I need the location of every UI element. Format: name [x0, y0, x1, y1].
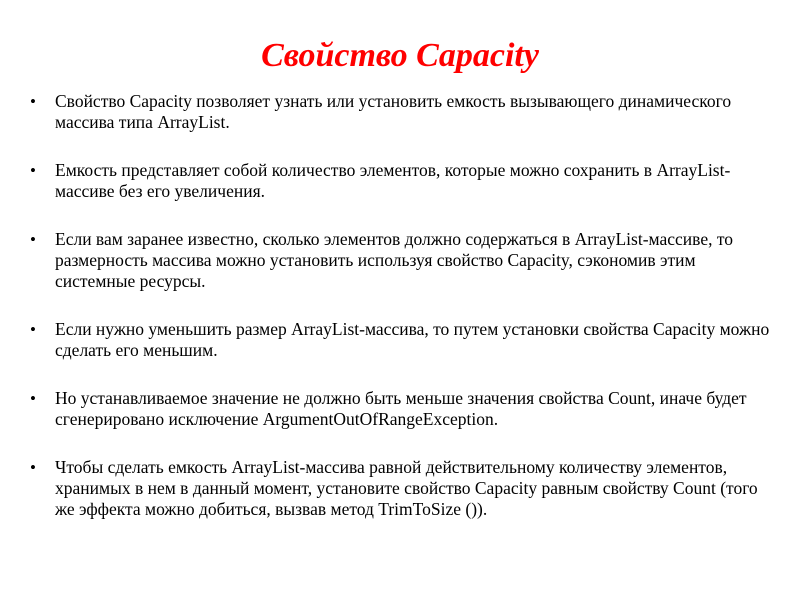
bullet-text: Емкость представляет собой количество элементов, которые можно сохранить в ArrayList-массиве без его увеличения.	[55, 160, 731, 201]
bullet-item	[30, 457, 780, 520]
bullet-text: Но устанавливаемое значение не должно быть меньше значения свойства Count, иначе будет сгенерировано исключение ArgumentOutOfRangeException.	[55, 388, 747, 429]
bullet-item	[30, 160, 780, 202]
bullet-item	[30, 388, 780, 430]
bullet-item	[30, 229, 780, 292]
bullet-text: Если нужно уменьшить размер ArrayList-массива, то путем установки свойства Capacity можно сделать его меньшим.	[55, 319, 770, 360]
bullet-icon: •	[30, 389, 36, 408]
bullet-icon: •	[30, 92, 36, 111]
bullet-list	[30, 91, 780, 520]
bullet-text: Если вам заранее известно, сколько элементов должно содержаться в ArrayList-массиве, то размерность массива можно установить используя свойство Capacity, сэкономив этим системные ресурсы.	[55, 229, 733, 291]
bullet-icon: •	[30, 320, 36, 339]
bullet-text: Свойство Capacity позволяет узнать или установить емкость вызывающего динамического массива типа ArrayList.	[55, 91, 732, 132]
bullet-icon: •	[30, 458, 36, 477]
bullet-item	[30, 91, 780, 133]
bullet-icon: •	[30, 161, 36, 180]
slide-title: Свойство Capacity	[261, 37, 539, 74]
bullet-item	[30, 319, 780, 361]
bullet-text: Чтобы сделать емкость ArrayList-массива равной действительному количеству элементов, хранимых в нем в данный момент, установите свойство Capacity равным свойству Count (того же эффекта можно добиться, вызвав метод TrimToSize ()).	[55, 457, 758, 519]
bullet-icon: •	[30, 230, 36, 249]
